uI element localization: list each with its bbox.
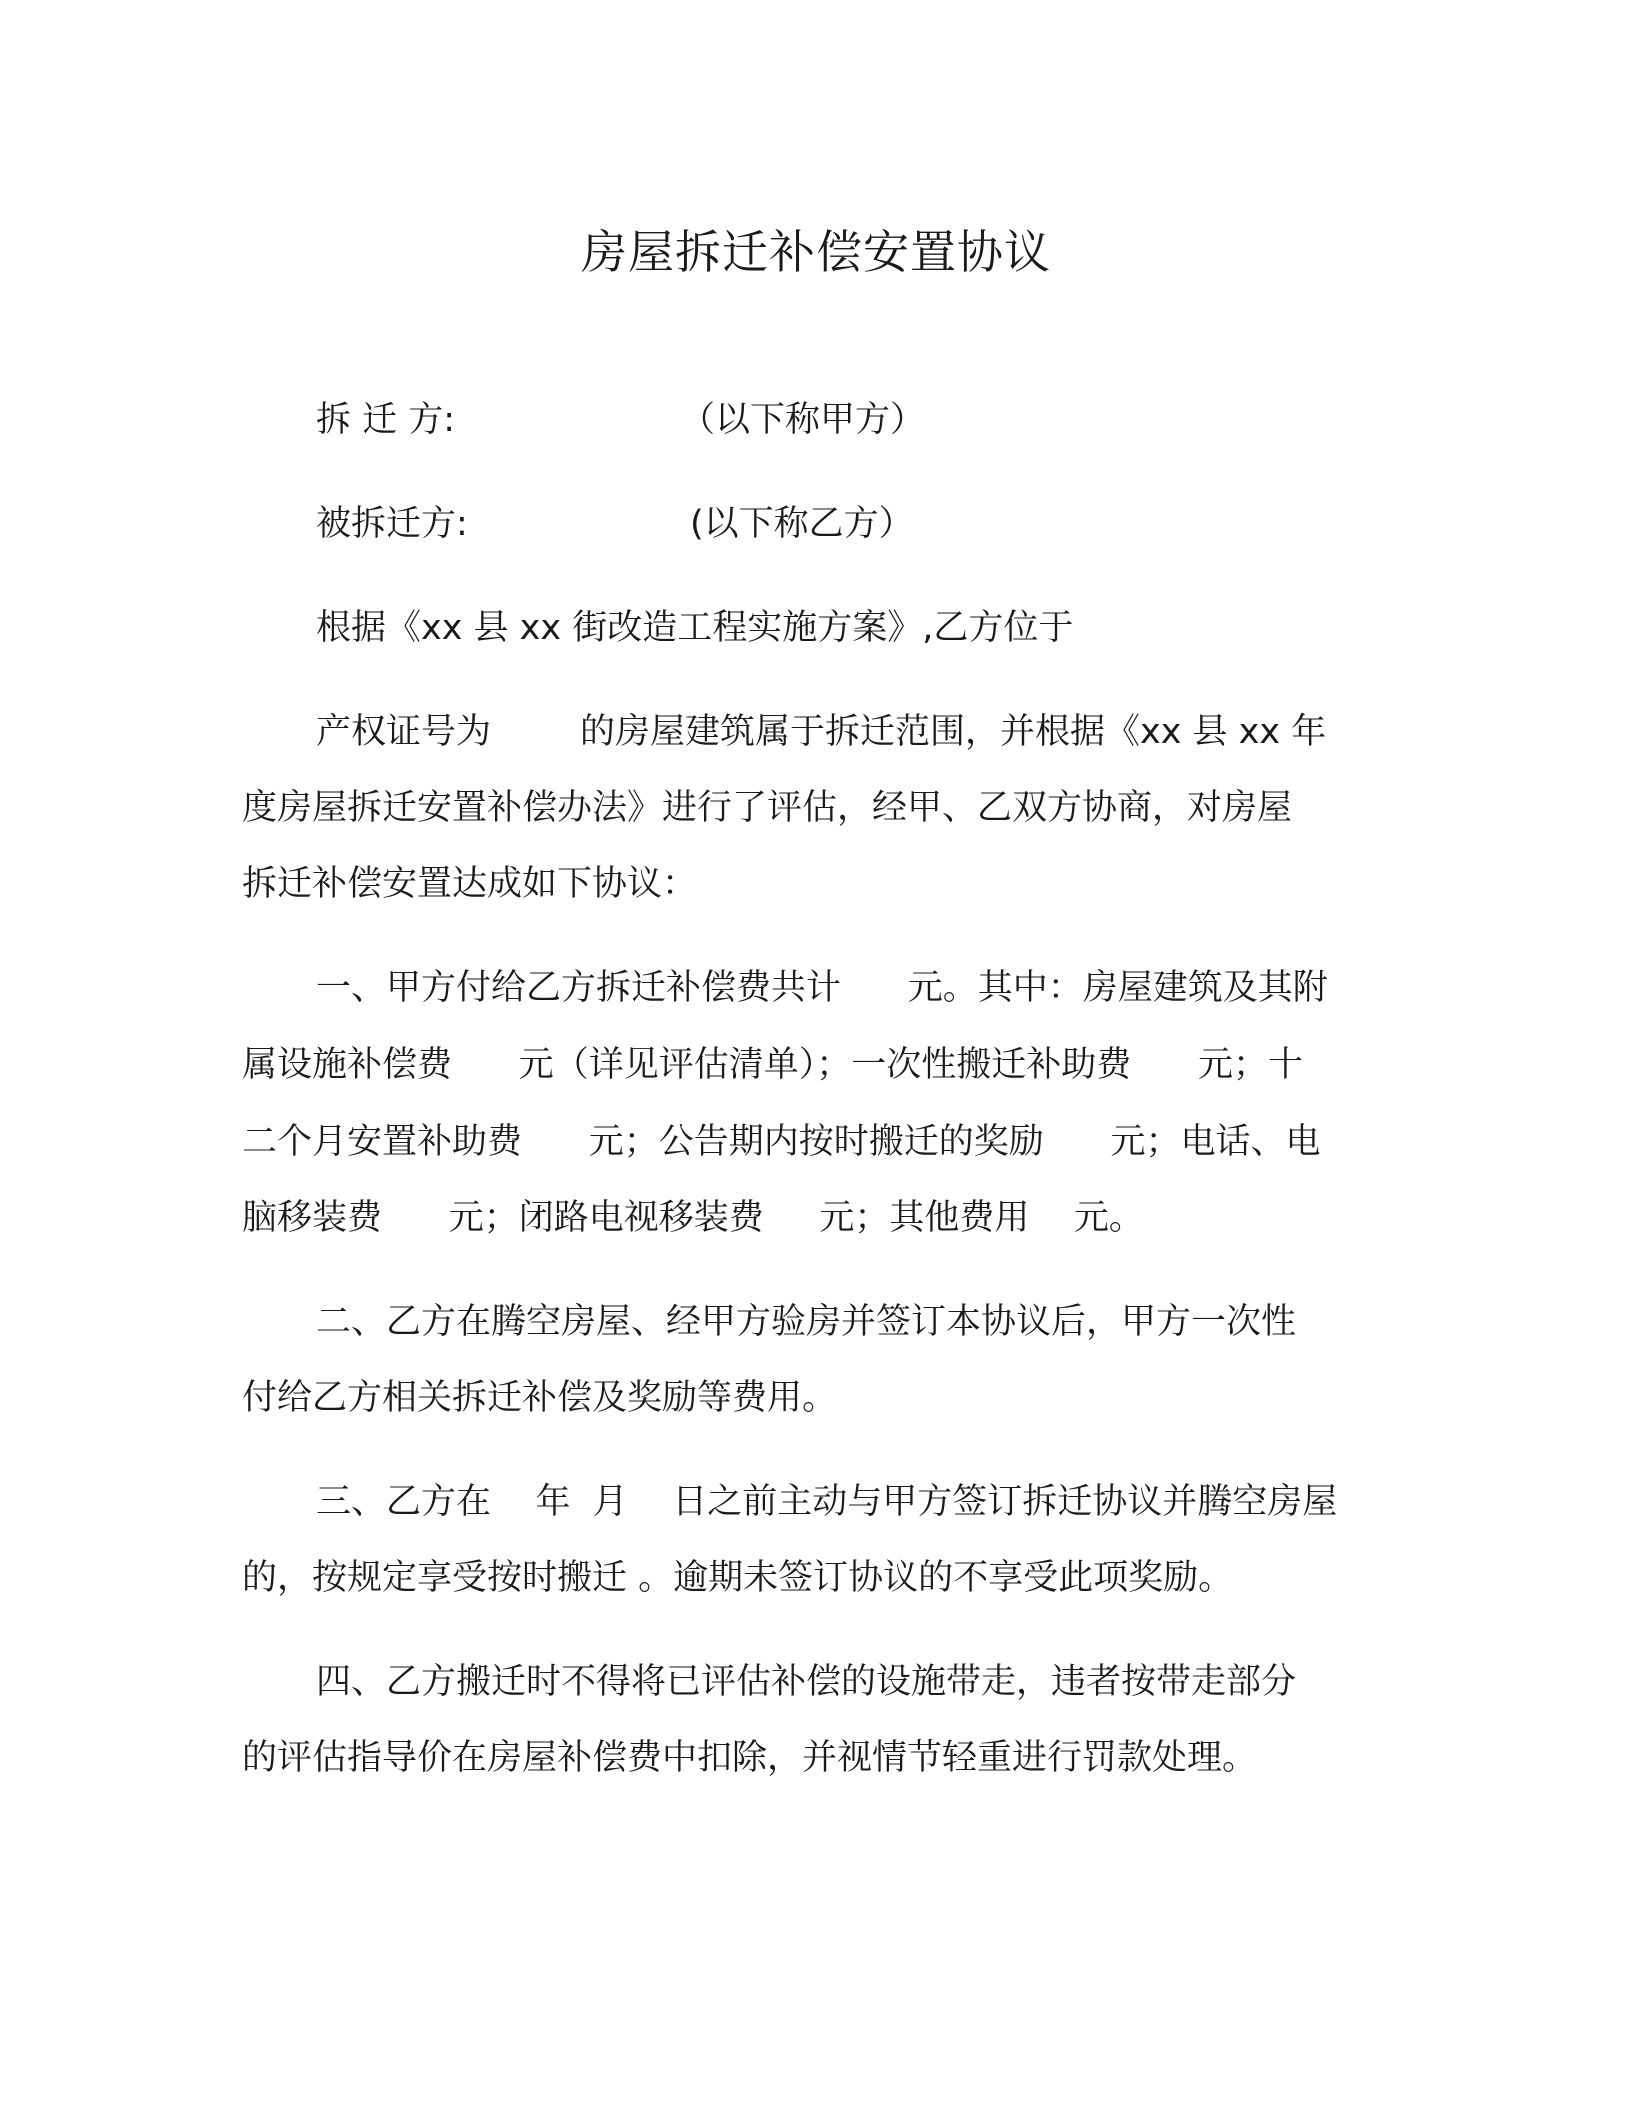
clause-2-line: 二、乙方在腾空房屋、经甲方验房并签订本协议后，甲方一次性 [316,1302,1297,1342]
clause-1-line: 一、甲方付给乙方拆迁补偿费共计 元。其中：房屋建筑及其附 [316,968,1328,1008]
document-title: 房屋拆迁补偿安置协议 [581,225,1051,279]
clause-3-line: 三、乙方在 年 月 日之前主动与甲方签订拆迁协议并腾空房屋 [316,1482,1338,1522]
intro-line: 产权证号为 的房屋建筑属于拆迁范围，并根据《xx 县 xx 年 [316,712,1327,752]
clause-4-line: 的评估指导价在房屋补偿费中扣除，并视情节轻重进行罚款处理。 [242,1738,1258,1778]
party-b-label: 被拆迁方: [316,504,468,544]
party-a-note: （以下称甲方） [680,400,926,440]
party-b-note: (以下称乙方） [690,504,914,544]
clause-1-line: 属设施补偿费 元（详见评估清单）；一次性搬迁补助费 元；十 [242,1045,1304,1085]
clause-3-line: 的，按规定享受按时搬迁 。逾期未签订协议的不享受此项奖励。 [242,1558,1234,1598]
clause-4-line: 四、乙方搬迁时不得将已评估补偿的设施带走，违者按带走部分 [316,1662,1297,1702]
party-a-label: 拆 迁 方: [316,400,456,440]
clause-2-line: 付给乙方相关拆迁补偿及奖励等费用。 [242,1378,838,1418]
intro-line: 拆迁补偿安置达成如下协议： [242,864,698,904]
intro-line: 度房屋拆迁安置补偿办法》进行了评估，经甲、乙双方协商，对房屋 [242,788,1293,828]
intro-line: 根据《xx 县 xx 街改造工程实施方案》,乙方位于 [316,608,1074,648]
clause-1-line: 二个月安置补助费 元；公告期内按时搬迁的奖励 元；电话、电 [242,1122,1321,1162]
clause-1-line: 脑移装费 元；闭路电视移装费 元；其他费用 元。 [242,1198,1144,1238]
